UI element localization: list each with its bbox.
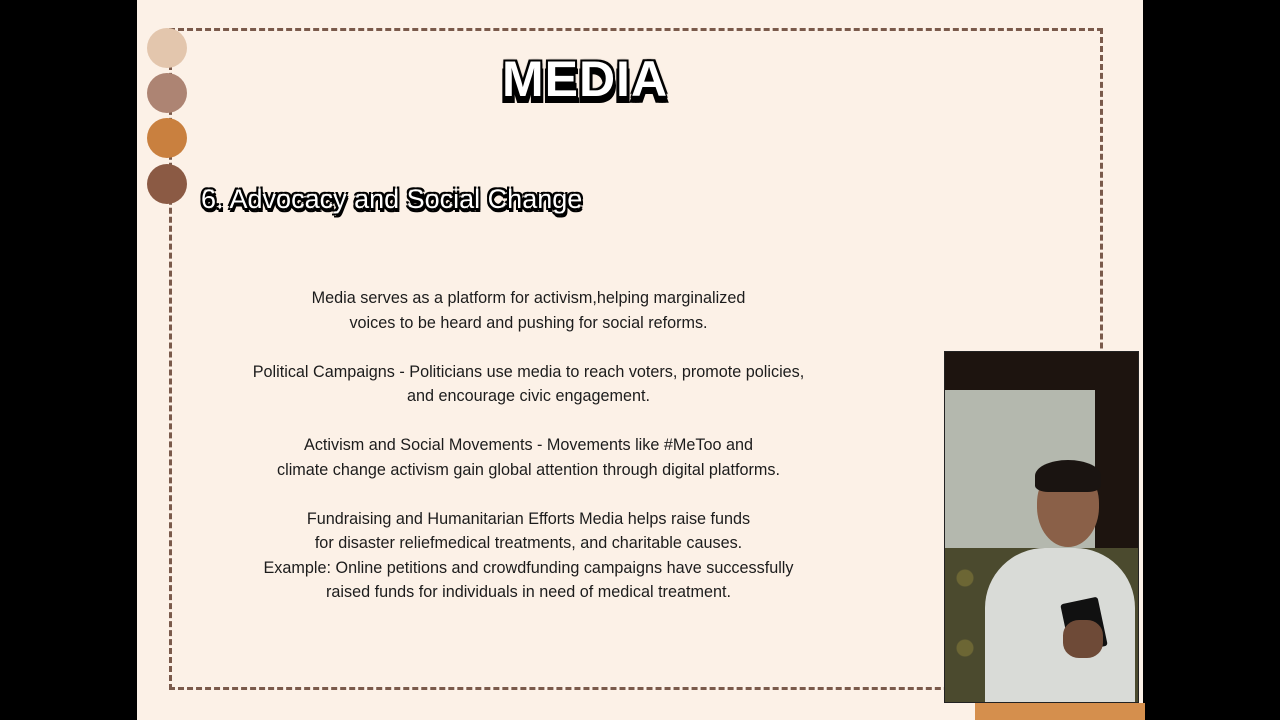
- text-line: voices to be heard and pushing for social reforms.: [349, 313, 708, 332]
- text-line: Activism and Social Movements - Movements like #MeToo and: [304, 436, 753, 454]
- text-line: and encourage civic engagement.: [407, 387, 650, 405]
- paragraph-fundraising: [207, 507, 850, 605]
- text-line: Fundraising and Humanitarian Efforts Media helps raise funds: [306, 509, 751, 528]
- palette-dot-2: [147, 73, 187, 113]
- paragraph-political-campaigns: [207, 360, 850, 409]
- text-line: Example: Online petitions and crowdfunding campaigns have successfully: [263, 558, 794, 577]
- text-line: climate change activism gain global attention through digital platforms.: [277, 460, 780, 479]
- presenter-hand: [1063, 620, 1103, 658]
- presenter-hair: [1035, 460, 1101, 492]
- slide-body: [207, 286, 850, 629]
- text-line: Political Campaigns - Politicians use media to reach voters, promote policies,: [252, 362, 805, 381]
- slide-title: MEDIA: [501, 51, 669, 107]
- palette-dot-1: [147, 28, 187, 68]
- text-line: raised funds for individuals in need of medical treatment.: [326, 583, 731, 601]
- palette-dot-4: [147, 164, 187, 204]
- paragraph-intro: [207, 286, 850, 335]
- webcam-overlay: [944, 351, 1139, 703]
- paragraph-activism: [207, 433, 850, 482]
- slide-subtitle: 6. Advocacy and Social Change: [201, 184, 583, 214]
- palette-dot-3: [147, 118, 187, 158]
- text-line: for disaster reliefmedical treatments, and charitable causes.: [314, 534, 743, 552]
- text-line: Media serves as a platform for activism,helping marginalized: [311, 289, 746, 307]
- presenter-body: [985, 548, 1135, 703]
- corner-decoration: [975, 703, 1145, 720]
